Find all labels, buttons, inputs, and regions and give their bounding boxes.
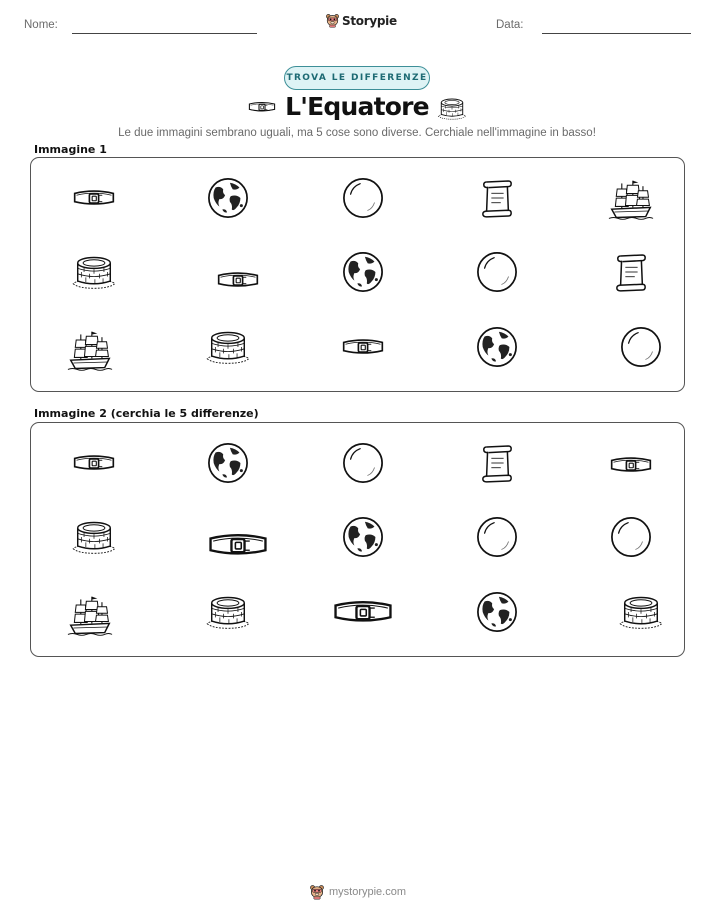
activity-badge [284, 66, 430, 90]
ship-icon [608, 177, 654, 223]
image1-cell-r2-c3 [342, 251, 384, 293]
well-icon [71, 253, 117, 291]
image2-cell-r3-c1[interactable] [67, 593, 113, 639]
image1-cell-r3-c3 [340, 335, 386, 359]
bubble-icon [620, 326, 662, 368]
image1-cell-r3-c1 [67, 328, 113, 374]
instructions-text: Le due immagini sembrano uguali, ma 5 cose sono diverse. Cerchiale nell'immagine in basso! [118, 127, 596, 139]
image2-cell-r3-c5[interactable] [618, 593, 664, 631]
scroll-icon [480, 176, 514, 220]
image2-cell-r2-c1[interactable] [71, 518, 117, 556]
image1-cell-r1-c2 [207, 177, 249, 219]
globe-icon [476, 326, 518, 368]
bubble-icon [342, 177, 384, 219]
scroll-icon [480, 441, 514, 485]
brand-logo [325, 13, 397, 28]
image1-cell-r3-c4 [476, 326, 518, 368]
image2-cell-r2-c4[interactable] [476, 516, 518, 558]
globe-icon [207, 177, 249, 219]
ship-icon [67, 593, 113, 639]
image2-cell-r3-c3[interactable] [330, 595, 396, 629]
well-icon [71, 518, 117, 556]
image2-cell-r2-c2[interactable] [205, 528, 271, 562]
image1-cell-r1-c4 [480, 176, 514, 220]
image1-cell-r3-c5 [620, 326, 662, 368]
well-icon [205, 593, 251, 631]
bubble-icon [476, 516, 518, 558]
bubble-icon [476, 251, 518, 293]
belt-icon [340, 335, 386, 359]
image2-cell-r1-c5[interactable] [608, 453, 654, 477]
image2-label: Immagine 2 (cerchia le 5 differenze) [34, 407, 259, 420]
image1-cell-r1-c3 [342, 177, 384, 219]
belt-icon [215, 268, 261, 292]
well-icon [437, 96, 467, 121]
globe-icon [207, 442, 249, 484]
footer [309, 884, 406, 900]
image2-panel[interactable] [30, 422, 685, 657]
name-label: Nome: [24, 19, 58, 31]
image2-cell-r3-c4[interactable] [476, 591, 518, 633]
image1-label: Immagine 1 [34, 143, 107, 156]
image1-cell-r2-c4 [476, 251, 518, 293]
image2-cell-r2-c3[interactable] [342, 516, 384, 558]
belt-icon [71, 186, 117, 210]
image1-cell-r3-c2 [205, 328, 251, 366]
brand-name: Storypie [342, 13, 397, 28]
mascot-icon [325, 13, 340, 28]
bubble-icon [342, 442, 384, 484]
ship-icon [67, 328, 113, 374]
globe-icon [342, 516, 384, 558]
image2-cell-r1-c3[interactable] [342, 442, 384, 484]
date-input-line[interactable] [542, 33, 691, 34]
image2-cell-r2-c5[interactable] [610, 516, 652, 558]
badge-label: TROVA LE DIFFERENZE [286, 73, 428, 83]
image2-cell-r3-c2[interactable] [205, 593, 251, 631]
image1-cell-r1-c5 [608, 177, 654, 223]
page-title: L'Equatore [285, 92, 429, 121]
globe-icon [342, 251, 384, 293]
image2-cell-r1-c2[interactable] [207, 442, 249, 484]
belt-icon [71, 451, 117, 475]
image1-cell-r1-c1 [71, 186, 117, 210]
globe-icon [476, 591, 518, 633]
image1-panel [30, 157, 685, 392]
scroll-icon [614, 250, 648, 294]
footer-site: mystorypie.com [329, 886, 407, 898]
image1-cell-r2-c5 [614, 250, 648, 294]
name-input-line[interactable] [72, 33, 257, 34]
image2-cell-r1-c1[interactable] [71, 451, 117, 475]
date-label: Data: [496, 19, 524, 31]
belt-icon [205, 528, 271, 562]
image1-cell-r2-c2 [215, 268, 261, 292]
image1-cell-r2-c1 [71, 253, 117, 291]
well-icon [205, 328, 251, 366]
title-well-icon [436, 96, 468, 120]
bubble-icon [610, 516, 652, 558]
belt-icon [608, 453, 654, 477]
belt-icon [330, 595, 396, 629]
well-icon [618, 593, 664, 631]
mascot-icon [309, 884, 325, 900]
image2-cell-r1-c4[interactable] [480, 441, 514, 485]
